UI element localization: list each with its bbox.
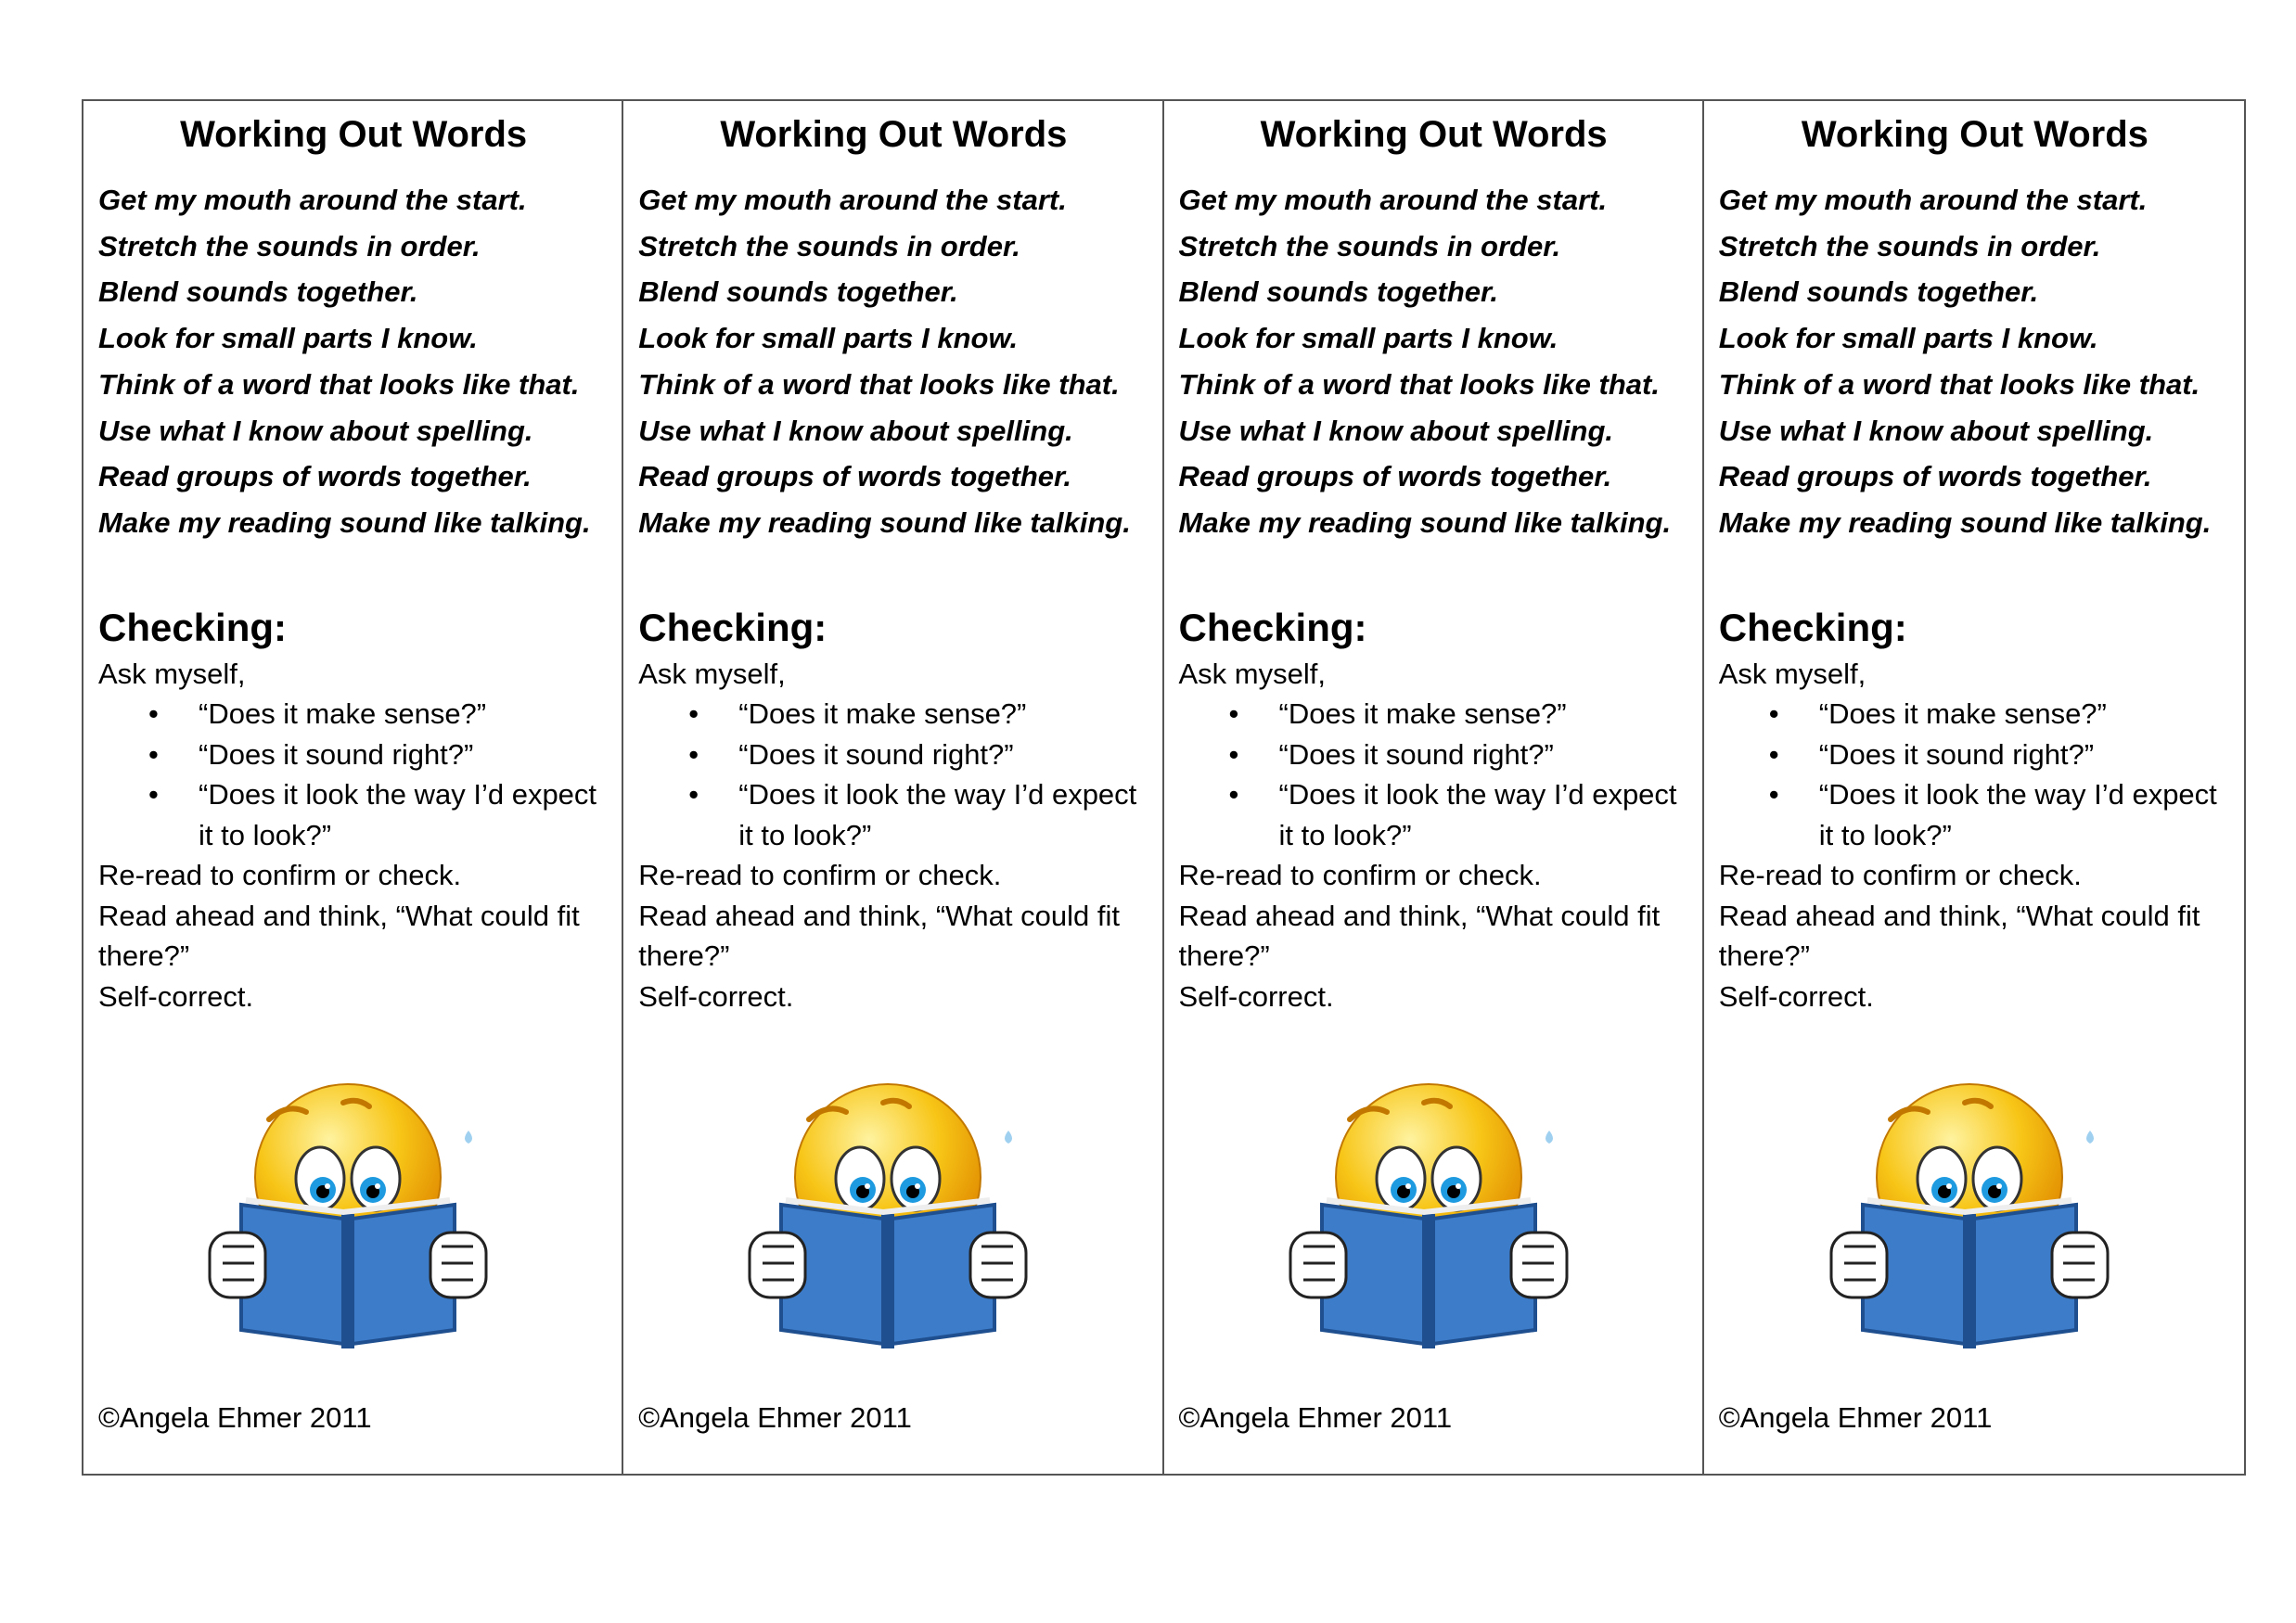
after-line: Self-correct.	[1178, 979, 1334, 1013]
question-list	[1719, 694, 2231, 855]
bullet-icon: •	[148, 737, 159, 771]
strategy-list	[1179, 177, 1689, 546]
strategy-list	[1719, 177, 2231, 546]
strategy-item: Get my mouth around the start.	[1178, 184, 1608, 216]
copyright: ©Angela Ehmer 2011	[1178, 1401, 1453, 1434]
card-title: Working Out Words	[1801, 114, 2148, 155]
strategy-item: Stretch the sounds in order.	[98, 229, 481, 262]
strategy-list	[638, 177, 1148, 546]
question-item: • “Does it make sense?”	[1229, 694, 1689, 735]
strategy-item: Think of a word that looks like that.	[1718, 367, 2200, 401]
strategy-item: Read groups of words together.	[638, 460, 1072, 493]
question-item: • “Does it look the way I’d expect it to look?”	[148, 774, 609, 855]
reading-smiley-icon	[1285, 1075, 1582, 1372]
strategy-item: Make my reading sound like talking.	[638, 505, 1131, 539]
question-list	[98, 694, 609, 855]
after-line: Read ahead and think, “What could fit there?”	[1178, 899, 1661, 973]
after-line: Read ahead and think, “What could fit there?”	[1718, 899, 2200, 973]
strategy-item: Read groups of words together.	[1178, 460, 1612, 493]
bullet-icon: •	[148, 778, 159, 812]
strategy-item: Read groups of words together.	[98, 460, 532, 493]
strategy-item: Use what I know about spelling.	[638, 414, 1073, 447]
strategy-item: Use what I know about spelling.	[1718, 414, 2154, 447]
question-item: • “Does it make sense?”	[688, 694, 1148, 735]
strategy-item: Think of a word that looks like that.	[638, 367, 1120, 401]
strategy-item: Read groups of words together.	[1718, 460, 2152, 493]
bullet-icon: •	[688, 778, 699, 812]
strategy-item: Make my reading sound like talking.	[1178, 505, 1672, 539]
question-list	[1179, 694, 1689, 855]
bookmark-card	[1704, 101, 2244, 1474]
strategy-item: Blend sounds together.	[1178, 275, 1498, 309]
strategy-item: Use what I know about spelling.	[98, 414, 533, 447]
question-item: • “Does it sound right?”	[1229, 735, 1689, 775]
reading-smiley-icon	[204, 1075, 501, 1372]
after-line: Re-read to confirm or check.	[1718, 859, 2082, 892]
question-item: • “Does it look the way I’d expect it to look?”	[688, 774, 1148, 855]
bullet-icon: •	[1768, 697, 1779, 731]
copyright: ©Angela Ehmer 2011	[98, 1401, 372, 1434]
question-list	[638, 694, 1148, 855]
question-item: • “Does it sound right?”	[148, 735, 609, 775]
question-item: • “Does it sound right?”	[1769, 735, 2231, 775]
strategy-item: Blend sounds together.	[638, 275, 958, 309]
checking-heading: Checking:	[1718, 605, 1907, 649]
card-title: Working Out Words	[1260, 114, 1608, 155]
strategy-item: Make my reading sound like talking.	[1718, 505, 2212, 539]
after-line: Self-correct.	[638, 979, 794, 1013]
strategy-item: Get my mouth around the start.	[1718, 184, 2148, 216]
copyright: ©Angela Ehmer 2011	[638, 1401, 912, 1434]
strategy-list	[98, 177, 609, 546]
after-line: Re-read to confirm or check.	[98, 859, 462, 892]
after-line: Self-correct.	[1718, 979, 1874, 1013]
copyright: ©Angela Ehmer 2011	[1718, 1401, 1993, 1434]
question-item: • “Does it look the way I’d expect it to look?”	[1769, 774, 2231, 855]
strategy-item: Get my mouth around the start.	[98, 184, 527, 216]
strategy-item: Use what I know about spelling.	[1178, 414, 1613, 447]
bullet-icon: •	[688, 737, 699, 771]
card-title: Working Out Words	[180, 114, 528, 155]
checking-heading: Checking:	[98, 605, 288, 649]
strategy-item: Stretch the sounds in order.	[1718, 229, 2101, 262]
after-line: Re-read to confirm or check.	[1178, 859, 1542, 892]
checking-heading: Checking:	[1178, 605, 1367, 649]
after-line: Self-correct.	[98, 979, 254, 1013]
strategy-item: Blend sounds together.	[98, 275, 418, 309]
question-item: • “Does it look the way I’d expect it to look?”	[1229, 774, 1689, 855]
strategy-item: Get my mouth around the start.	[638, 184, 1067, 216]
strategy-item: Blend sounds together.	[1718, 275, 2039, 309]
ask-line: Ask myself,	[1178, 657, 1326, 690]
strategy-item: Look for small parts I know.	[98, 322, 478, 355]
bullet-icon: •	[1228, 737, 1239, 771]
strategy-item: Stretch the sounds in order.	[638, 229, 1020, 262]
bookmark-card	[623, 101, 1163, 1474]
after-line: Re-read to confirm or check.	[638, 859, 1002, 892]
ask-line: Ask myself,	[638, 657, 786, 690]
bookmark-card	[83, 101, 623, 1474]
bullet-icon: •	[688, 697, 699, 731]
bullet-icon: •	[1768, 737, 1779, 771]
bullet-icon: •	[148, 697, 159, 731]
question-item: • “Does it sound right?”	[688, 735, 1148, 775]
checking-heading: Checking:	[638, 605, 827, 649]
question-item: • “Does it make sense?”	[1769, 694, 2231, 735]
strategy-item: Think of a word that looks like that.	[1178, 367, 1660, 401]
strategy-item: Look for small parts I know.	[1718, 322, 2098, 355]
bullet-icon: •	[1768, 778, 1779, 812]
strategy-item: Think of a word that looks like that.	[98, 367, 580, 401]
strategy-item: Stretch the sounds in order.	[1178, 229, 1561, 262]
ask-line: Ask myself,	[1718, 657, 1866, 690]
question-item: • “Does it make sense?”	[148, 694, 609, 735]
strategy-item: Make my reading sound like talking.	[98, 505, 591, 539]
ask-line: Ask myself,	[98, 657, 246, 690]
strategy-item: Look for small parts I know.	[638, 322, 1019, 355]
after-line: Read ahead and think, “What could fit there?”	[98, 899, 580, 973]
bookmark-sheet	[82, 99, 2246, 1476]
bullet-icon: •	[1228, 697, 1239, 731]
bookmark-card	[1164, 101, 1704, 1474]
strategy-item: Look for small parts I know.	[1178, 322, 1558, 355]
reading-smiley-icon	[744, 1075, 1041, 1372]
reading-smiley-icon	[1826, 1075, 2123, 1372]
card-title: Working Out Words	[720, 114, 1068, 155]
bullet-icon: •	[1228, 778, 1239, 812]
after-line: Read ahead and think, “What could fit there?”	[638, 899, 1120, 973]
